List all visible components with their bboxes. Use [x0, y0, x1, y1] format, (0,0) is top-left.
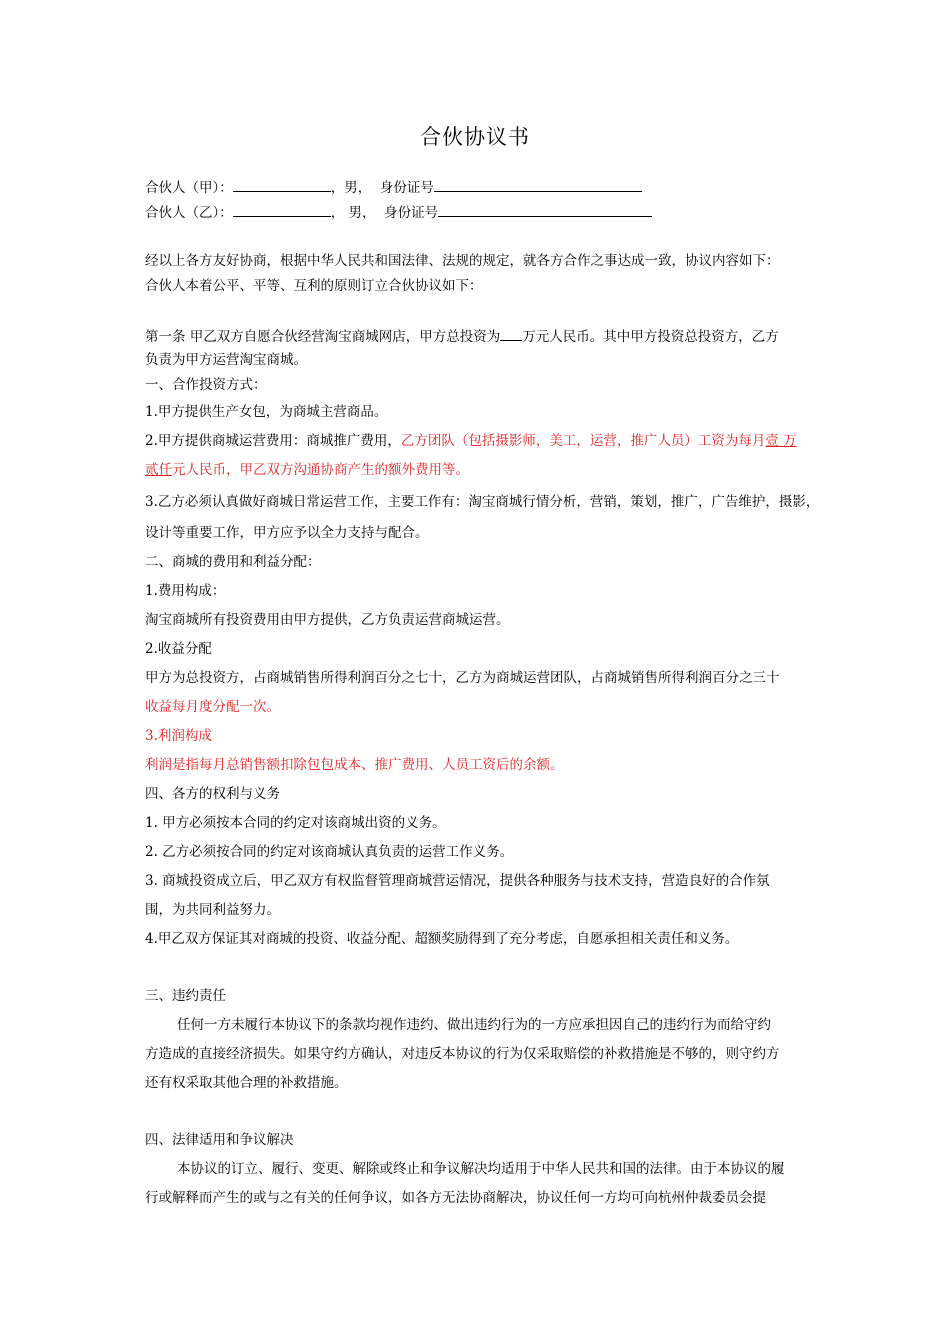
- item-2-text: 2.甲方提供商城运营费用：商城推广费用，: [145, 433, 401, 449]
- section-4-item-4: 4.甲乙双方保证其对商城的投资、收益分配、超额奖励得到了充分考虑，自愿承担相关责任和义务。: [145, 931, 739, 947]
- party-a-id-label: 身份证号: [379, 180, 434, 196]
- section-1-heading: 一、合作投资方式：: [145, 377, 267, 393]
- section-4-item-2: 2. 乙方必须按合同的约定对该商城认真负责的运营工作义务。: [145, 844, 514, 860]
- section-3-para-line-3: 还有权采取其他合理的补救措施。: [145, 1075, 348, 1091]
- section-1-item-3: 3.乙方必须认真做好商城日常运营工作，主要工作有：淘宝商城行情分析，营销，策划，推广，广告维护，摄影，: [145, 494, 820, 510]
- article-1-line-2: 负责为甲方运营淘宝商城。: [145, 352, 307, 368]
- section-2-item-2: 2.收益分配: [145, 641, 212, 657]
- item-2-red-cont: 元人民币，甲乙双方沟通协商产生的额外费用等。: [172, 462, 469, 478]
- page-title: 合伙协议书: [420, 125, 530, 149]
- party-b-label: 合伙人（乙）：: [145, 205, 233, 221]
- section-2-heading: 二、商城的费用和利益分配：: [145, 554, 321, 570]
- section-4b-para-line-2: 行或解释而产生的或与之有关的任何争议，如各方无法协商解决，协议任何一方均可向杭州仲裁委员会提: [145, 1190, 766, 1206]
- section-4-item-1: 1. 甲方必须按本合同的约定对该商城出资的义务。: [145, 815, 446, 831]
- party-a-line: [145, 177, 642, 197]
- article-1-text-a: 第一条 甲乙双方自愿合伙经营淘宝商城网店，甲方总投资为: [145, 329, 501, 345]
- section-1-item-2: [145, 432, 797, 450]
- section-2-item-1-text: 淘宝商城所有投资费用由甲方提供，乙方负责运营商城运营。: [145, 612, 510, 628]
- party-b-id-label: 身份证号: [384, 205, 439, 221]
- investment-blank[interactable]: [500, 326, 522, 341]
- section-2-item-1: 1.费用构成：: [145, 583, 226, 599]
- section-4-item-3-cont: 围，为共同利益努力。: [145, 902, 280, 918]
- section-1-item-1: 1.甲方提供生产女包，为商城主营商品。: [145, 404, 388, 420]
- section-4-item-3: 3. 商城投资成立后，甲乙双方有权监督管理商城营运情况，提供各种服务与技术支持，营造良好的合作氛: [145, 873, 770, 889]
- section-2-item-2-red: 收益每月度分配一次。: [145, 699, 280, 715]
- section-2-item-3-red: 利润是指每月总销售额扣除包包成本、推广费用、人员工资后的余额。: [145, 757, 564, 773]
- party-a-id-blank[interactable]: [434, 177, 642, 192]
- intro-line-2: 合伙人本着公平、平等、互利的原则订立合伙协议如下：: [145, 278, 483, 294]
- salary-amount-a: 壹 万: [765, 433, 797, 449]
- party-a-gender: ，男，: [330, 180, 372, 196]
- party-b-name-blank[interactable]: [233, 202, 331, 217]
- section-1-item-3-cont: 设计等重要工作，甲方应予以全力支持与配合。: [145, 525, 429, 541]
- section-3-para-line-1: 任何一方未履行本协议下的条款均视作违约、做出违约行为的一方应承担因自己的违约行为而给守约: [177, 1017, 771, 1033]
- party-b-line: [145, 202, 652, 222]
- section-2-item-3: 3.利润构成: [145, 728, 212, 744]
- party-b-id-blank[interactable]: [438, 202, 652, 217]
- section-4-heading: 四、各方的权利与义务: [145, 786, 280, 802]
- section-4b-heading: 四、法律适用和争议解决: [145, 1132, 294, 1148]
- section-2-item-2-text: 甲方为总投资方，占商城销售所得利润百分之七十，乙方为商城运营团队，占商城销售所得利润百分之三十: [145, 670, 780, 686]
- party-a-name-blank[interactable]: [233, 177, 331, 192]
- salary-amount-b: 贰仟: [145, 462, 172, 478]
- section-3-heading: 三、违约责任: [145, 988, 226, 1004]
- party-a-label: 合伙人（甲）：: [145, 180, 233, 196]
- article-1-text-b: 万元人民币。其中甲方投资总投资方，乙方: [522, 329, 779, 345]
- party-b-gender: ， 男，: [330, 205, 376, 221]
- section-3-para-line-2: 方造成的直接经济损失。如果守约方确认，对违反本协议的行为仅采取赔偿的补救措施是不够的，则守约方: [145, 1046, 780, 1062]
- section-1-item-2-cont: [145, 461, 469, 479]
- intro-line-1: 经以上各方友好协商，根据中华人民共和国法律、法规的规定，就各方合作之事达成一致，协议内容如下：: [145, 253, 780, 269]
- section-4b-para-line-1: 本协议的订立、履行、变更、解除或终止和争议解决均适用于中华人民共和国的法律。由于本协议的履: [177, 1161, 785, 1177]
- item-2-red-text: 乙方团队（包括摄影师，美工，运营，推广人员）工资为每月: [400, 433, 766, 449]
- article-1-line: [145, 326, 779, 346]
